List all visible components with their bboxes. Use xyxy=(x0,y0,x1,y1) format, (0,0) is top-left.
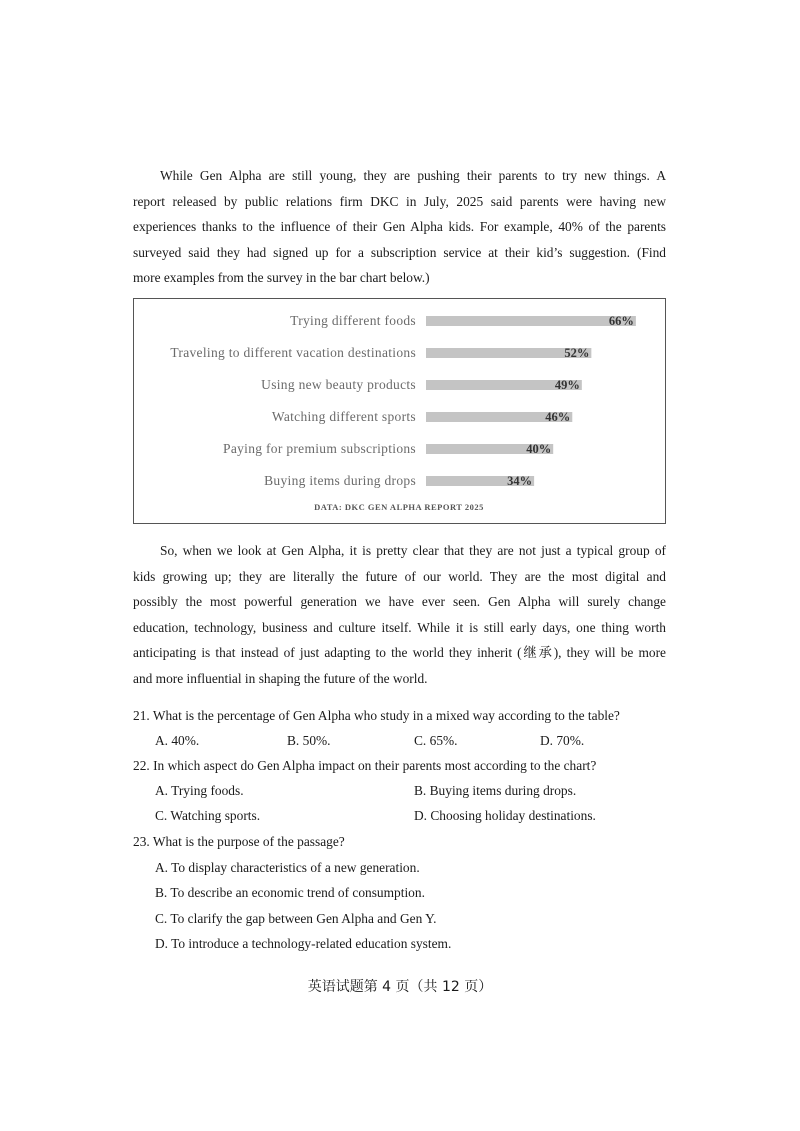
passage-line: anticipating is that instead of just adapting to the world they inherit (继承), they will be more xyxy=(133,645,666,661)
chart-value-label: 66% xyxy=(608,314,634,328)
chart-category-label: Watching different sports xyxy=(271,409,416,424)
question-22-stem: 22. In which aspect do Gen Alpha impact on their parents most according to the chart? xyxy=(133,758,597,773)
q22-option-b[interactable]: B. Buying items during drops. xyxy=(414,783,577,798)
question-21-stem: 21. What is the percentage of Gen Alpha who study in a mixed way according to the table? xyxy=(133,708,620,723)
passage-line: and more influential in shaping the future of the world. xyxy=(133,670,428,686)
chart-value-label: 34% xyxy=(507,474,533,488)
chart-category-label: Trying different foods xyxy=(290,313,416,328)
passage-line: So, when we look at Gen Alpha, it is pretty clear that they are not just a typical group of xyxy=(160,543,666,558)
q21-option-a[interactable]: A. 40%. xyxy=(155,733,200,748)
passage-line: education, technology, business and culture itself. While it is still early days, one thing worth xyxy=(133,619,666,635)
q23-option-c[interactable]: C. To clarify the gap between Gen Alpha and Gen Y. xyxy=(155,911,437,926)
passage-line: experiences thanks to the influence of their Gen Alpha kids. For example, 40% of the parents xyxy=(133,219,666,235)
chart-value-label: 46% xyxy=(545,410,571,424)
chart-value-label: 49% xyxy=(554,378,580,392)
chart-category-label: Buying items during drops xyxy=(264,473,416,488)
chart-category-label: Using new beauty products xyxy=(261,377,416,392)
chart-category-label: Paying for premium subscriptions xyxy=(223,441,416,456)
passage-line: kids growing up; they are literally the future of our world. They are the most digital and xyxy=(133,568,666,584)
chart-bar xyxy=(426,316,636,326)
q21-option-b[interactable]: B. 50%. xyxy=(287,733,331,748)
chart-source-label: DATA: DKC GEN ALPHA REPORT 2025 xyxy=(314,502,484,512)
q23-option-d[interactable]: D. To introduce a technology-related education system. xyxy=(155,936,452,951)
q21-option-c[interactable]: C. 65%. xyxy=(414,733,458,748)
passage-line: surveyed said they had signed up for a subscription service at their kid’s suggestion. (Find xyxy=(133,244,666,260)
chart-category-label: Traveling to different vacation destinations xyxy=(170,345,416,360)
passage-paragraph-2 xyxy=(133,538,666,692)
q23-option-a[interactable]: A. To display characteristics of a new generation. xyxy=(155,860,420,875)
chart-value-label: 52% xyxy=(564,346,590,360)
question-23-stem: 23. What is the purpose of the passage? xyxy=(133,834,345,849)
q22-option-d[interactable]: D. Choosing holiday destinations. xyxy=(414,808,596,823)
q21-option-d[interactable]: D. 70%. xyxy=(540,733,585,748)
page-footer: 英语试题第 4 页（共 12 页） xyxy=(307,979,493,995)
passage-line: While Gen Alpha are still young, they are pushing their parents to try new things. A xyxy=(160,168,666,183)
passage-line: report released by public relations firm DKC in July, 2025 said parents were having new xyxy=(133,193,666,209)
survey-bar-chart xyxy=(133,298,666,524)
passage-line: possibly the most powerful generation we have ever seen. Gen Alpha will surely change xyxy=(133,594,666,610)
q23-option-b[interactable]: B. To describe an economic trend of consumption. xyxy=(155,885,425,900)
chart-value-label: 40% xyxy=(526,442,552,456)
q22-option-a[interactable]: A. Trying foods. xyxy=(155,783,244,798)
q22-option-c[interactable]: C. Watching sports. xyxy=(155,808,261,823)
passage-line: more examples from the survey in the bar chart below.) xyxy=(133,270,430,286)
passage-paragraph-1 xyxy=(133,163,666,291)
chart-canvas xyxy=(134,299,665,523)
